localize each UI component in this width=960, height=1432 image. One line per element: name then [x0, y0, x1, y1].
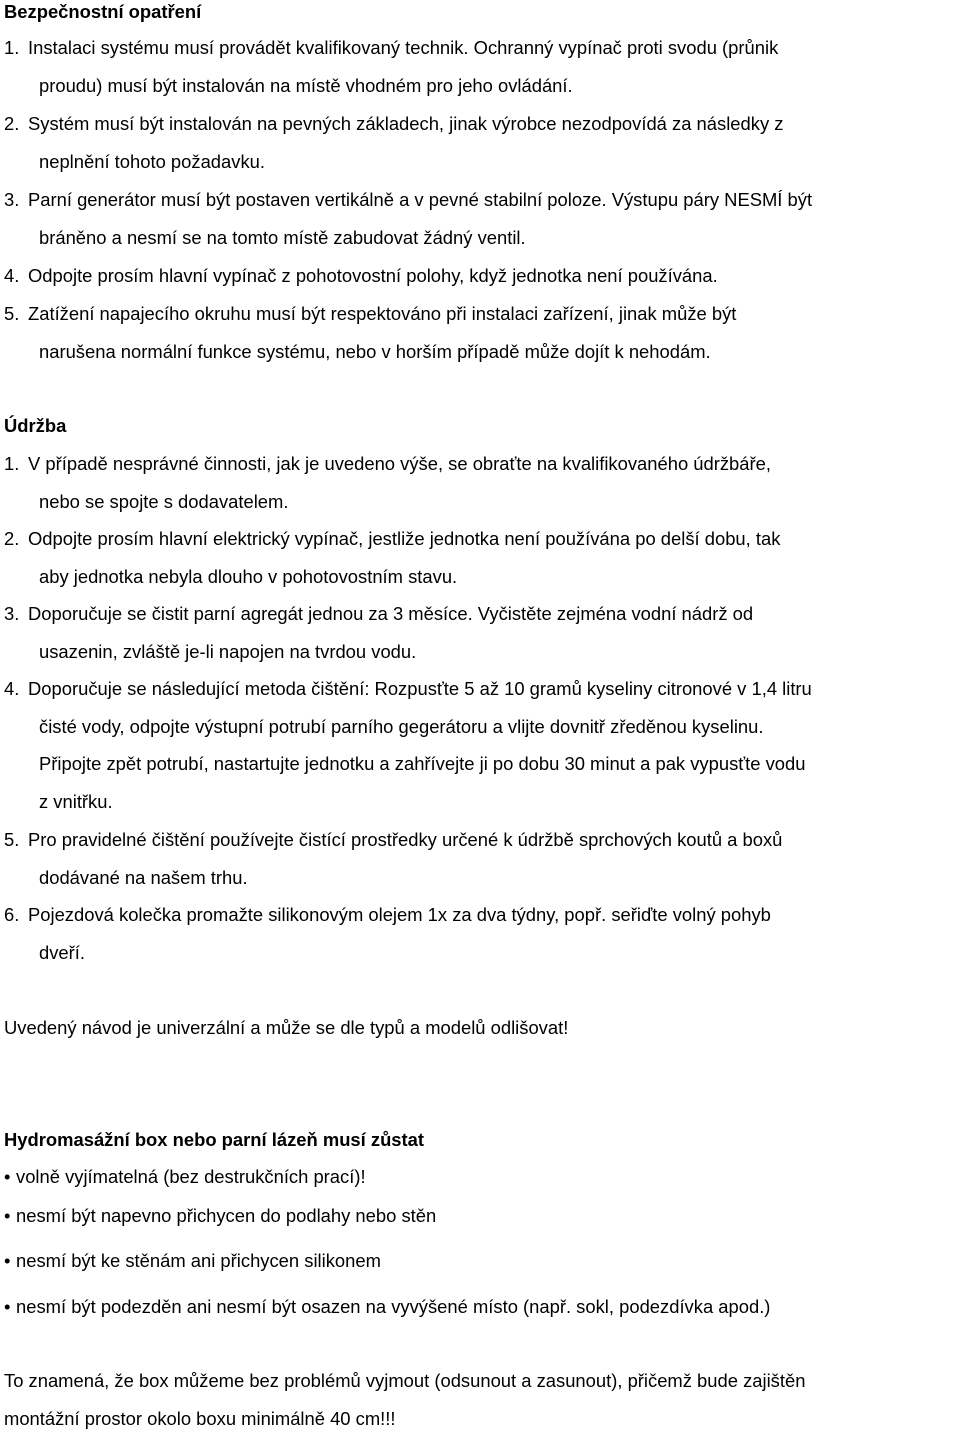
item-text-line: Doporučuje se čistit parní agregát jednou za 3 měsíce. Vyčistěte zejména vodní nádrž od: [28, 603, 754, 624]
item-text-line: Odpojte prosím hlavní vypínač z pohotovostní polohy, když jednotka není používána.: [28, 265, 718, 286]
item-text-line: neplnění tohoto požadavku.: [39, 151, 265, 172]
item-text-line: V případě nesprávné činnosti, jak je uvedeno výše, se obraťte na kvalifikovaného údržbáře,: [28, 453, 771, 474]
item-number: 4.: [4, 265, 20, 286]
box-heading: Hydromasážní box nebo parní lázeň musí zůstat: [4, 1129, 425, 1150]
bullet-item: [4, 1296, 770, 1318]
item-text-line: z vnitřku.: [39, 791, 113, 812]
closing-line: montážní prostor okolo boxu minimálně 40 cm!!!: [4, 1408, 396, 1429]
closing-line: To znamená, že box můžeme bez problémů vyjmout (odsunout a zasunout), přičemž bude zajištěn: [4, 1370, 806, 1391]
bullet-text: nesmí být ke stěnám ani přichycen silikonem: [16, 1250, 381, 1271]
item-text-line: Doporučuje se následující metoda čištění: Rozpusťte 5 až 10 gramů kyseliny citronové v 1,4 litru: [28, 678, 812, 699]
universal-note: Uvedený návod je univerzální a může se dle typů a modelů odlišovat!: [4, 1017, 569, 1038]
item-number: 4.: [4, 678, 20, 699]
item-number: 5.: [4, 829, 20, 850]
bullet-text: nesmí být podezděn ani nesmí být osazen na vyvýšené místo (např. sokl, podezdívka apod.): [16, 1296, 771, 1317]
bullet-item: [4, 1166, 366, 1188]
item-text-line: dveří.: [39, 942, 85, 963]
item-text-line: aby jednotka nebyla dlouho v pohotovostním stavu.: [39, 566, 458, 587]
item-number: 6.: [4, 904, 20, 925]
item-number: 1.: [4, 37, 20, 58]
item-number: 2.: [4, 528, 20, 549]
bullet-icon: •: [4, 1250, 11, 1271]
item-text-line: nebo se spojte s dodavatelem.: [39, 491, 289, 512]
item-text-line: usazenin, zvláště je-li napojen na tvrdou vodu.: [39, 641, 417, 662]
item-number: 2.: [4, 113, 20, 134]
item-text-line: čisté vody, odpojte výstupní potrubí parního gegerátoru a vlijte dovnitř zředěnou kyselinu.: [39, 716, 764, 737]
item-text-line: Připojte zpět potrubí, nastartujte jednotku a zahřívejte ji po dobu 30 minut a pak vypusťte vodu: [39, 753, 806, 774]
item-text-line: dodávané na našem trhu.: [39, 867, 248, 888]
item-text-line: Parní generátor musí být postaven vertikálně a v pevné stabilní poloze. Výstupu páry NESMÍ být: [28, 189, 813, 210]
bullet-icon: •: [4, 1205, 11, 1226]
item-text-line: Odpojte prosím hlavní elektrický vypínač, jestliže jednotka není používána po delší dobu, tak: [28, 528, 781, 549]
item-text-line: Instalaci systému musí provádět kvalifikovaný technik. Ochranný vypínač proti svodu (průnik: [28, 37, 779, 58]
bullet-text: nesmí být napevno přichycen do podlahy nebo stěn: [16, 1205, 437, 1226]
maintenance-heading: Údržba: [4, 415, 67, 436]
item-text-line: bráněno a nesmí se na tomto místě zabudovat žádný ventil.: [39, 227, 526, 248]
bullet-icon: •: [4, 1166, 11, 1187]
item-number: 3.: [4, 189, 20, 210]
item-text-line: Pro pravidelné čištění používejte čistící prostředky určené k údržbě sprchových koutů a boxů: [28, 829, 783, 850]
bullet-icon: •: [4, 1296, 11, 1317]
bullet-item: [4, 1250, 381, 1272]
item-number: 5.: [4, 303, 20, 324]
item-text-line: Pojezdová kolečka promažte silikonovým olejem 1x za dva týdny, popř. seřiďte volný pohyb: [28, 904, 771, 925]
item-text-line: Systém musí být instalován na pevných základech, jinak výrobce nezodpovídá za následky z: [28, 113, 784, 134]
item-number: 3.: [4, 603, 20, 624]
bullet-text: volně vyjímatelná (bez destrukčních prací)!: [16, 1166, 366, 1187]
item-text-line: Zatížení napajecího okruhu musí být respektováno při instalaci zařízení, jinak může být: [28, 303, 737, 324]
item-text-line: proudu) musí být instalován na místě vhodném pro jeho ovládání.: [39, 75, 573, 96]
item-text-line: narušena normální funkce systému, nebo v horším případě může dojít k nehodám.: [39, 341, 711, 362]
bullet-item: [4, 1205, 436, 1227]
safety-heading: Bezpečnostní opatření: [4, 1, 202, 22]
item-number: 1.: [4, 453, 20, 474]
